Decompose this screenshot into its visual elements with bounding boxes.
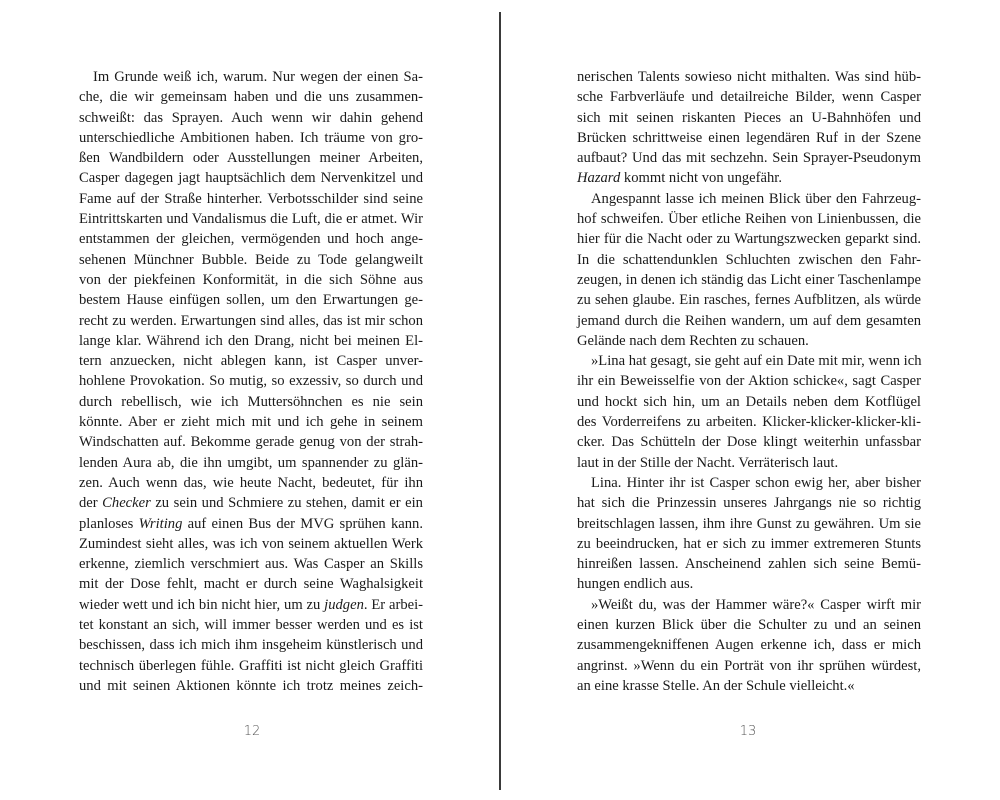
text-line: durch rebellisch, wie ich Muttersöhnchen es nie sein bbox=[79, 393, 423, 410]
italic-word: judgen bbox=[324, 596, 364, 613]
text-line: hohlene Provokation. So mutig, so exzessiv, so durch und bbox=[79, 373, 423, 390]
text-line: Im Grunde weiß ich, warum. Nur wegen der einen Sa- bbox=[93, 69, 423, 85]
text-line: Brücken schrittweise einen legendären Ruf in der Szene bbox=[577, 129, 921, 146]
text-line: laut in der Stille der Nacht. Verräterisch laut. bbox=[577, 454, 839, 471]
text-line: bestem Hause einfügen sollen, um den Erwartungen ge- bbox=[79, 292, 423, 309]
left-page-text bbox=[79, 67, 423, 696]
text-line: »Lina hat gesagt, sie geht auf ein Date mit mir, wenn ich bbox=[591, 353, 922, 370]
text-line: Windschatten auf. Bekomme gerade genug von der strah- bbox=[79, 434, 423, 451]
page-number-right: 13 bbox=[739, 724, 757, 739]
text-line: an eine krasse Stelle. An der Schule vielleicht.« bbox=[577, 677, 855, 694]
text-line: hier für die Nacht oder zu Wartungszwecken geparkt sind. bbox=[577, 231, 921, 248]
text-line: aufbaut? Und das mit sechzehn. Sein Sprayer-Pseudonym bbox=[577, 150, 921, 167]
text-line: der Checker zu sein und Schmiere zu stehen, damit er ein bbox=[79, 495, 423, 512]
italic-word: Checker bbox=[102, 495, 151, 512]
text-line: wieder wett und ich bin nicht hier, um zu judgen. Er arbei- bbox=[79, 596, 424, 613]
text-line: sehenen Münchner Bubble. Beide zu Tode gelangweilt bbox=[79, 251, 423, 268]
text-line: könnte. Aber er zieht mich mit und ich gehe in seinem bbox=[79, 414, 423, 431]
text-line: jemand durch die Reihen wandern, um auf dem gesamten bbox=[577, 312, 921, 329]
text-line: »Weißt du, was der Hammer wäre?« Casper wirft mir bbox=[591, 596, 921, 613]
italic-word: Writing bbox=[138, 515, 183, 532]
text-line: zusammengekniffenen Augen erkenne ich, dass er mich bbox=[577, 637, 921, 654]
text-line: zen. Auch wenn das, wie heute Nacht, bedeutet, für ihn bbox=[79, 474, 423, 491]
text-line: hat sich die Prinzessin unseres Jahrgangs nie so richtig bbox=[577, 495, 921, 512]
text-line: schweißt: das Sprayen. Auch wenn wir dahin gehend bbox=[79, 109, 423, 126]
text-line: recht zu werden. Erwartungen sind alles, das ist mir schon bbox=[79, 312, 423, 329]
text-line: zeugen, in denen ich ständig das Licht einer Taschenlampe bbox=[577, 271, 921, 288]
text-line: Hazard kommt nicht von ungefähr. bbox=[577, 170, 782, 187]
text-line: und mit seinen Aktionen könnte ich trotz meines zeich- bbox=[79, 677, 423, 694]
text-line: Casper dagegen jagt hauptsächlich dem Nervenkitzel und bbox=[79, 170, 423, 187]
text-line: Zumindest sieht alles, was ich von seinem aktuellen Werk bbox=[79, 535, 423, 552]
page-number-left: 12 bbox=[243, 724, 261, 739]
text-line: erkenne, ziemlich verschmiert aus. Was Casper an Skills bbox=[79, 556, 423, 573]
text-line: technisch überlegen fühle. Graffiti ist nicht gleich Graffiti bbox=[79, 657, 423, 674]
text-line: Gelände nach dem Rechten zu schauen. bbox=[577, 332, 809, 349]
text-line: tet konstant an sich, will immer besser werden und es ist bbox=[79, 617, 423, 634]
text-line: hof schweifen. Über etliche Reihen von Linienbussen, die bbox=[577, 211, 921, 228]
text-line: unterschiedliche Ambitionen haben. Ich träume von gro- bbox=[79, 129, 423, 146]
text-line: Angespannt lasse ich meinen Blick über den Fahrzeug- bbox=[591, 190, 921, 207]
text-line: nerischen Talents sowieso nicht mithalten. Was sind hüb- bbox=[577, 69, 921, 85]
book-gutter-divider bbox=[499, 12, 501, 790]
text-line: Lina. Hinter ihr ist Casper schon ewig her, aber bisher bbox=[591, 474, 921, 491]
text-line: lenden Aura ab, die ihn umgibt, um spannender zu glän- bbox=[79, 454, 423, 471]
text-line: entstammen der gleichen, vermögenden und hoch ange- bbox=[79, 231, 423, 248]
text-line: tern anzuecken, nicht ablegen kann, ist Casper unver- bbox=[79, 353, 423, 370]
text-line: beschissen, dass ich mich ihm insgeheim künstlerisch und bbox=[79, 637, 423, 654]
text-line: von der piekfeinen Konformität, in die sich Söhne aus bbox=[79, 271, 423, 288]
text-line: hungen endlich aus. bbox=[577, 576, 694, 593]
right-page-text bbox=[577, 67, 921, 696]
text-line: Eintrittskarten und Vandalismus die Luft, die er atmet. Wir bbox=[79, 211, 423, 228]
text-line: zu beeindrucken, hat er sich zu immer extremeren Stunts bbox=[577, 535, 921, 552]
text-line: des Vorderreifens zu arbeiten. Klicker-klicker-klicker-kli- bbox=[577, 414, 921, 431]
text-line: lange klar. Während ich den Drang, nicht bei meinen El- bbox=[79, 332, 423, 349]
text-line: einen kurzen Blick über die Schulter zu und an seinen bbox=[577, 617, 921, 634]
text-line: zu sehen glaube. Ein rasches, fernes Aufblitzen, als würde bbox=[577, 292, 921, 309]
italic-word: Hazard bbox=[577, 170, 621, 187]
text-line: cker. Das Schütteln der Dose klingt weiterhin unfassbar bbox=[577, 434, 921, 451]
text-line: und hockt sich hin, um an Details neben dem Kotflügel bbox=[577, 393, 921, 410]
text-line: sche Farbverläufe und detailreiche Bilder, wenn Casper bbox=[577, 89, 921, 106]
text-line: angrinst. »Wenn du ein Porträt von ihr sprühen würdest, bbox=[577, 657, 921, 674]
text-line: sich mit seinen riskanten Pieces an U-Bahnhöfen und bbox=[577, 109, 921, 126]
text-line: ihr ein Beweisselfie von der Aktion schicke«, sagt Casper bbox=[577, 373, 921, 390]
text-line: mit der Dose fehlt, macht er durch seine Waghalsigkeit bbox=[79, 576, 423, 593]
text-line: planloses Writing auf einen Bus der MVG sprühen kann. bbox=[79, 515, 423, 532]
text-line: ßen Wandbildern oder Ausstellungen meiner Arbeiten, bbox=[79, 150, 423, 167]
text-line: breitschlagen lassen, ihm ihre Gunst zu gewähren. Um sie bbox=[577, 515, 921, 532]
text-line: hinreißen lassen. Anscheinend zahlen sich seine Bemü- bbox=[577, 556, 921, 573]
text-line: Fame auf der Straße hinterher. Verbotsschilder sind seine bbox=[79, 190, 423, 207]
text-line: che, die wir gemeinsam haben und die uns zusammen- bbox=[79, 89, 423, 106]
text-line: In die schattendunklen Schluchten zwischen den Fahr- bbox=[577, 251, 921, 268]
